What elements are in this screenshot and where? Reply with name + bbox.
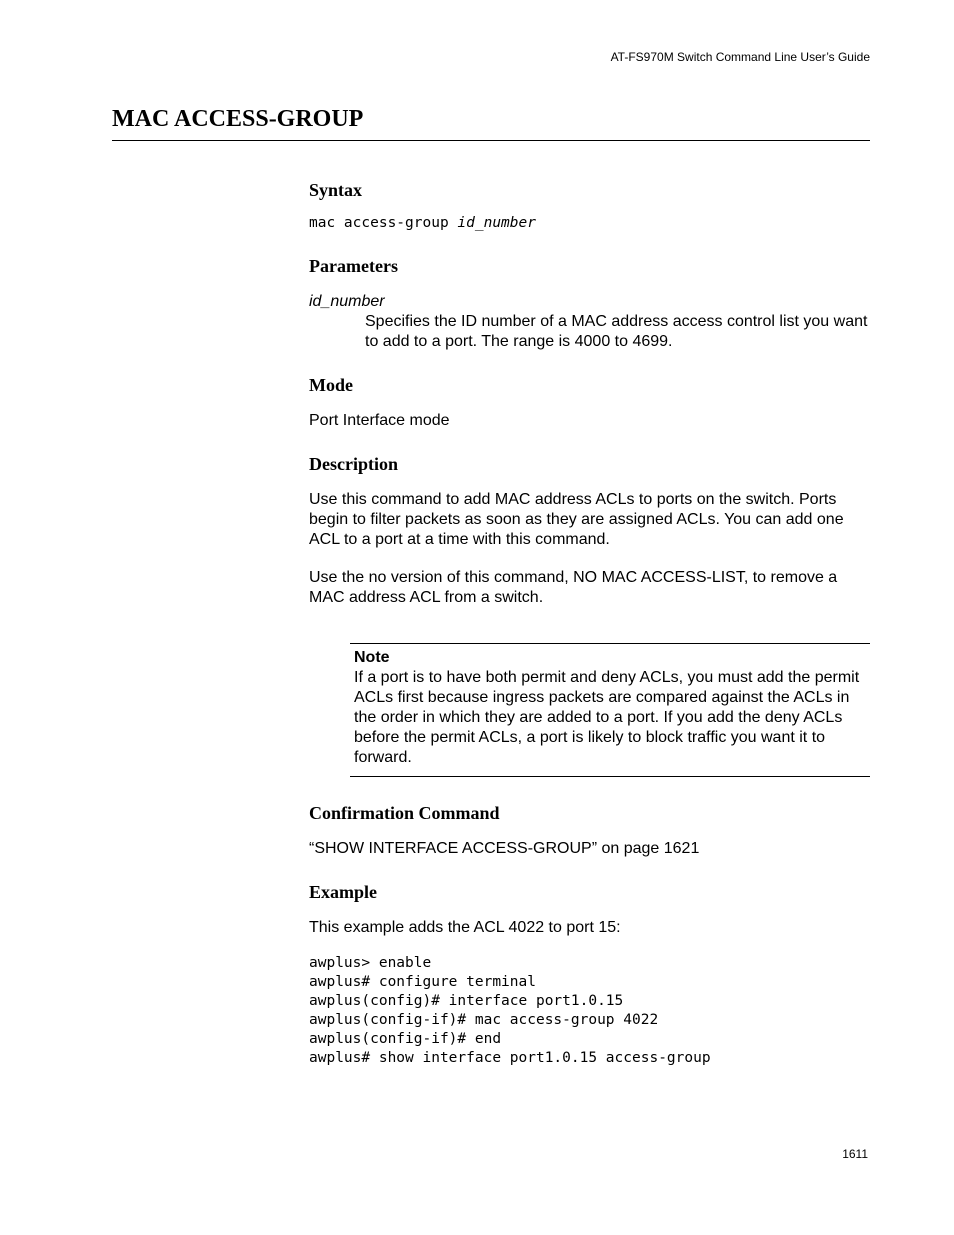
content-column-lower (309, 801, 869, 1068)
code-line: awplus# configure terminal (309, 974, 536, 990)
description-heading: Description (309, 454, 398, 474)
example-intro: This example adds the ACL 4022 to port 15: (309, 919, 621, 936)
page-number: 1611 (842, 1147, 868, 1161)
parameter-term: id_number (309, 293, 385, 310)
note-box (350, 643, 870, 777)
note-text: If a port is to have both permit and deny ACLs, you must add the permit ACLs first because ingress packets are compared against the ACLs in the order in which they are added to a port. If you add the deny ACLs before the permit ACLs, a port is likely to block traffic you want it to forward. (354, 669, 860, 766)
code-line: awplus> enable (309, 955, 432, 971)
code-line: awplus(config)# interface port1.0.15 (309, 993, 624, 1009)
mode-text: Port Interface mode (309, 412, 450, 429)
running-header: AT-FS970M Switch Command Line User’s Guide (610, 50, 870, 64)
example-heading: Example (309, 882, 378, 902)
syntax-heading: Syntax (309, 180, 363, 200)
title-rule (112, 140, 870, 141)
description-paragraph-2: Use the no version of this command, NO MAC ACCESS-LIST, to remove a MAC address ACL from a switch. (309, 569, 838, 606)
confirmation-text: “SHOW INTERFACE ACCESS-GROUP” on page 1621 (309, 840, 700, 857)
description-paragraph-1: Use this command to add MAC address ACLs to ports on the switch. Ports begin to filter packets as soon as they are assigned ACLs. You can add one ACL to a port at a time with this command. (309, 491, 844, 548)
syntax-argument: id_number (457, 215, 536, 231)
code-line: awplus(config-if)# end (309, 1031, 502, 1047)
parameter-definition: Specifies the ID number of a MAC address access control list you want to add to a port. The range is 4000 to 4699. (365, 313, 868, 350)
page-title: MAC ACCESS-GROUP (112, 106, 364, 132)
parameters-heading: Parameters (309, 256, 398, 276)
code-line: awplus(config-if)# mac access-group 4022 (309, 1012, 659, 1028)
confirmation-heading: Confirmation Command (309, 803, 500, 823)
syntax-command: mac access-group (309, 215, 458, 231)
code-line: awplus# show interface port1.0.15 access-group (309, 1050, 711, 1066)
note-label: Note (354, 649, 390, 666)
example-code-block (309, 954, 869, 1068)
mode-heading: Mode (309, 375, 353, 395)
content-column (309, 178, 869, 608)
syntax-line (309, 214, 869, 233)
